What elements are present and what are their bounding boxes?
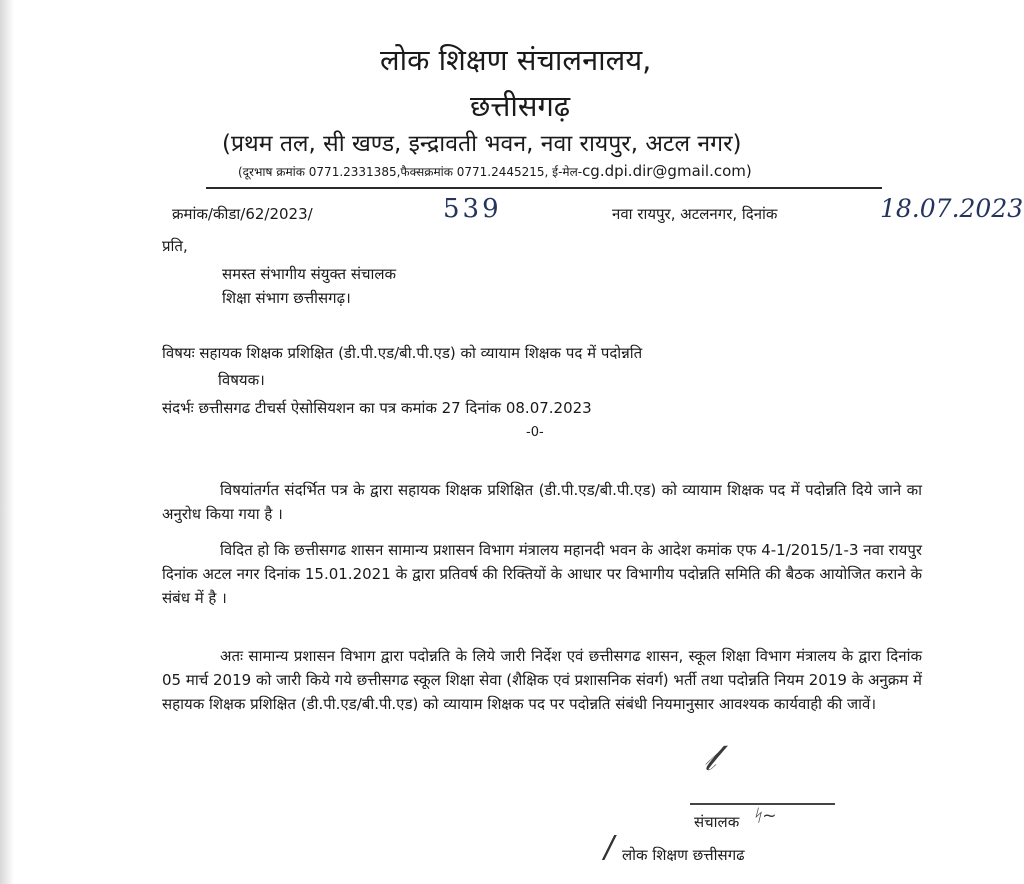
section-separator: -0- xyxy=(526,425,544,440)
office-address: (प्रथम तल, सी खण्ड, इन्द्रावती भवन, नवा रायपुर, अटल नगर) xyxy=(222,131,742,157)
signatory-designation: संचालक xyxy=(694,813,740,831)
signature-line xyxy=(690,803,835,805)
signature-tick: / xyxy=(604,830,615,865)
state-title: छत्तीसगढ़ xyxy=(470,89,571,123)
recipient-to: प्रति, xyxy=(162,237,188,255)
reference-prefix: क्रमांक/कीडा/62/2023/ xyxy=(172,205,313,223)
reference-number-handwritten: 539 xyxy=(443,194,502,224)
recipient-line-1: समस्त संभागीय संयुक्त संचालक xyxy=(222,265,397,283)
recipient-line-2: शिक्षा संभाग छत्तीसगढ़। xyxy=(222,289,351,307)
body-paragraph-3: अतः सामान्य प्रशासन विभाग द्वारा पदोन्नति के लिये जारी निर्देश एवं छत्तीसगढ शासन, स्कूल शिक्षा विभाग मंत्रालय के द्वारा दिनांक 05 मार्च 2019 को जारी किये गये छत्तीसगढ स्कूल शिक्षा सेवा (शैक्षिक एवं प्रशासनिक संवर्ग) भर्ती तथा पदोन्नति नियम 2019 के अनुक्रम में सहायक शिक्षक प्रशिक्षित (डी.पी.एड/बी.पी.एड) को व्यायाम शिक्षक पद पर पदोन्नति संबंधी नियमानुसार आवश्यक कार्यवाही की जावें। xyxy=(162,647,922,713)
signature-mark: 𝓁 xyxy=(704,738,716,779)
reference-line: संदर्भः छत्तीसगढ टीचर्स ऐसोसियशन का पत्र कमांक 27 दिनांक 08.07.2023 xyxy=(162,399,592,417)
body-paragraph-1: विषयांतर्गत संदर्भित पत्र के द्वारा सहायक शिक्षक प्रशिक्षित (डी.पी.एड/बी.पी.एड) को व्यायाम शिक्षक पद में पदोन्नति दिये जाने का अनुरोध किया गया है । xyxy=(162,481,922,523)
date-handwritten: 18.07.2023 xyxy=(880,194,1024,223)
header-divider xyxy=(206,187,882,189)
email-address: cg.dpi.dir@gmail.com) xyxy=(582,162,752,180)
contact-line xyxy=(238,162,752,180)
office-title: लोक शिक्षण संचालनालय, xyxy=(380,43,652,77)
place-date-label: नवा रायपुर, अटलनगर, दिनांक xyxy=(612,205,778,223)
contact-numbers: (दूरभाष क्रमांक 0771.2331385,फैक्सक्रमांक 0771.2445215, ई-मेल- xyxy=(238,165,583,179)
body-paragraph-2: विदित हो कि छत्तीसगढ शासन सामान्य प्रशासन विभाग मंत्रालय महानदी भवन के आदेश कमांक एफ 4-1/2015/1-3 नवा रायपुर दिनांक अटल नगर दिनांक 15.01.2021 के द्वारा प्रतिवर्ष की रिक्तियों के आधार पर विभागीय पदोन्नति समिति की बैठक आयोजित कराने के संबंध में है । xyxy=(162,541,922,607)
signature-initials: ᛋ~ xyxy=(752,806,777,826)
signatory-office: लोक शिक्षण छत्तीसगढ xyxy=(622,846,745,864)
subject-line-1: विषयः सहायक शिक्षक प्रशिक्षित (डी.पी.एड/बी.पी.एड) को व्यायाम शिक्षक पद में पदोन्नति xyxy=(162,344,643,362)
page-edge-shadow xyxy=(0,0,14,884)
subject-line-2: विषयक। xyxy=(218,371,265,389)
